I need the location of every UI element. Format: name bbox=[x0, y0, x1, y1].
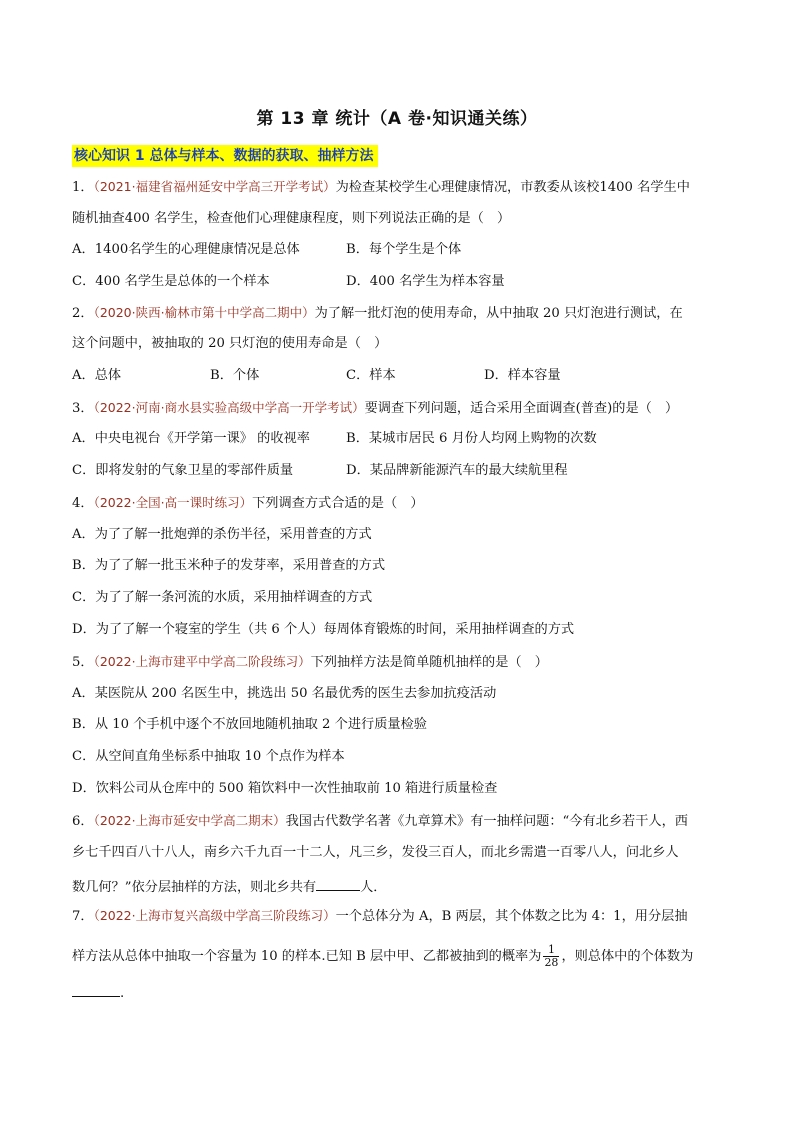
q2-option-d: D．样本容量 bbox=[484, 368, 561, 383]
question-stem-end: ，则总体中的个体数为 bbox=[561, 949, 694, 964]
q4-option-a: A．为了了解一批炮弹的杀伤半径，采用普查的方式 bbox=[72, 527, 372, 542]
question-number: 2． bbox=[72, 306, 94, 321]
answer-blank[interactable] bbox=[72, 982, 120, 997]
q2-option-a: A．总体 bbox=[72, 368, 122, 383]
question-3-line-1 bbox=[72, 399, 734, 418]
question-2-line-2: 这个问题中，被抽取的 20 只灯泡的使用寿命是（ ） bbox=[72, 336, 388, 351]
q3-option-c: C．即将发射的气象卫星的零部件质量 bbox=[72, 463, 294, 478]
question-stem-end: . bbox=[120, 986, 125, 1001]
q5-option-c: C．从空间直角坐标系中抽取 10 个点作为样本 bbox=[72, 749, 345, 764]
question-4-line-1 bbox=[72, 494, 734, 513]
question-source: （2022·上海市建平中学高二阶段练习） bbox=[93, 654, 311, 669]
q1-option-a: A．1400名学生的心理健康情况是总体 bbox=[72, 242, 300, 257]
q3-option-b: B．某城市居民 6 月份人均网上购物的次数 bbox=[346, 431, 597, 446]
question-source: （2022·上海市延安中学高二期末） bbox=[93, 813, 286, 828]
q5-option-a: A．某医院从 200 名医生中，挑选出 50 名最优秀的医生去参加抗疫活动 bbox=[72, 686, 497, 701]
q1-option-b: B．每个学生是个体 bbox=[346, 242, 462, 257]
question-stem: 数几何？”依分层抽样的方法，则北乡共有 bbox=[72, 880, 317, 895]
answer-blank[interactable] bbox=[316, 876, 360, 891]
question-2-line-1 bbox=[72, 304, 734, 323]
question-stem: 为了解一批灯泡的使用寿命，从中抽取 20 只灯泡进行测试，在 bbox=[314, 306, 683, 321]
q2-option-b: B．个体 bbox=[210, 368, 260, 383]
question-source: （2020·陕西·榆林市第十中学高二期中） bbox=[93, 305, 315, 320]
question-source: （2022·上海市复兴高级中学高三阶段练习） bbox=[93, 908, 336, 923]
question-stem: 下列抽样方法是简单随机抽样的是（ ） bbox=[310, 655, 548, 670]
question-1-line-2: 随机抽查400 名学生，检查他们心理健康程度，则下列说法正确的是（ ） bbox=[72, 211, 511, 226]
question-7-line-1 bbox=[72, 907, 734, 926]
question-number: 1． bbox=[72, 180, 94, 195]
page-title: 第 13 章 统计（A 卷·知识通关练） bbox=[256, 109, 538, 129]
q4-option-b: B．为了了解一批玉米种子的发芽率，采用普查的方式 bbox=[72, 558, 386, 573]
q4-option-c: C．为了了解一条河流的水质，采用抽样调查的方式 bbox=[72, 590, 373, 605]
question-number: 6． bbox=[72, 814, 94, 829]
question-stem: 为检查某校学生心理健康情况，市教委从该校1400 名学生中 bbox=[335, 180, 690, 195]
section-heading: 核心知识 1 总体与样本、数据的获取、抽样方法 bbox=[72, 145, 378, 167]
q4-option-d: D．为了了解一个寝室的学生（共 6 个人）每周体育锻炼的时间，采用抽样调查的方式 bbox=[72, 622, 575, 637]
q5-option-b: B．从 10 个手机中逐个不放回地随机抽取 2 个进行质量检验 bbox=[72, 717, 427, 732]
question-source: （2022·河南·商水县实验高级中学高一开学考试） bbox=[93, 400, 365, 415]
question-number: 5． bbox=[72, 655, 94, 670]
question-stem-end: 人． bbox=[360, 880, 387, 895]
question-stem: 样方法从总体中抽取一个容量为 10 的样本.已知 B 层中甲、乙都被抽到的概率为 bbox=[72, 949, 542, 964]
question-number: 7． bbox=[72, 909, 94, 924]
question-7-line-3 bbox=[72, 982, 734, 1003]
question-6-line-3 bbox=[72, 876, 734, 897]
fraction bbox=[543, 944, 559, 969]
question-7-line-2 bbox=[72, 939, 734, 975]
question-number: 3． bbox=[72, 401, 94, 416]
q3-option-d: D．某品牌新能源汽车的最大续航里程 bbox=[346, 463, 568, 478]
q1-option-d: D．400 名学生为样本容量 bbox=[346, 274, 505, 289]
question-source: （2021·福建省福州延安中学高三开学考试） bbox=[93, 179, 336, 194]
question-6-line-1 bbox=[72, 812, 734, 831]
q1-option-c: C．400 名学生是总体的一个样本 bbox=[72, 274, 270, 289]
q2-option-c: C．样本 bbox=[346, 368, 396, 383]
question-stem: 一个总体分为 A，B 两层，其个体数之比为 4：1，用分层抽 bbox=[335, 909, 688, 924]
question-stem: 下列调查方式合适的是（ ） bbox=[252, 496, 424, 511]
question-number: 4． bbox=[72, 496, 94, 511]
fraction-numerator: 1 bbox=[543, 944, 559, 957]
fraction-denominator: 28 bbox=[544, 956, 559, 969]
question-stem: 要调查下列问题，适合采用全面调查(普查)的是（ ） bbox=[364, 401, 679, 416]
q3-option-a: A．中央电视台《开学第一课》 的收视率 bbox=[72, 431, 310, 446]
question-6-line-2: 乡七千四百八十八人，南乡六千九百一十二人，凡三乡，发役三百人，而北乡需遣一百零八人，问北乡人 bbox=[72, 845, 679, 860]
question-1-line-1 bbox=[72, 178, 734, 197]
q5-option-d: D．饮料公司从仓库中的 500 箱饮料中一次性抽取前 10 箱进行质量检查 bbox=[72, 781, 498, 796]
question-source: （2022·全国·高一课时练习） bbox=[93, 495, 253, 510]
question-5-line-1 bbox=[72, 653, 734, 672]
question-stem: 我国古代数学名著《九章算术》有一抽样问题：“今有北乡若干人，西 bbox=[285, 814, 688, 829]
